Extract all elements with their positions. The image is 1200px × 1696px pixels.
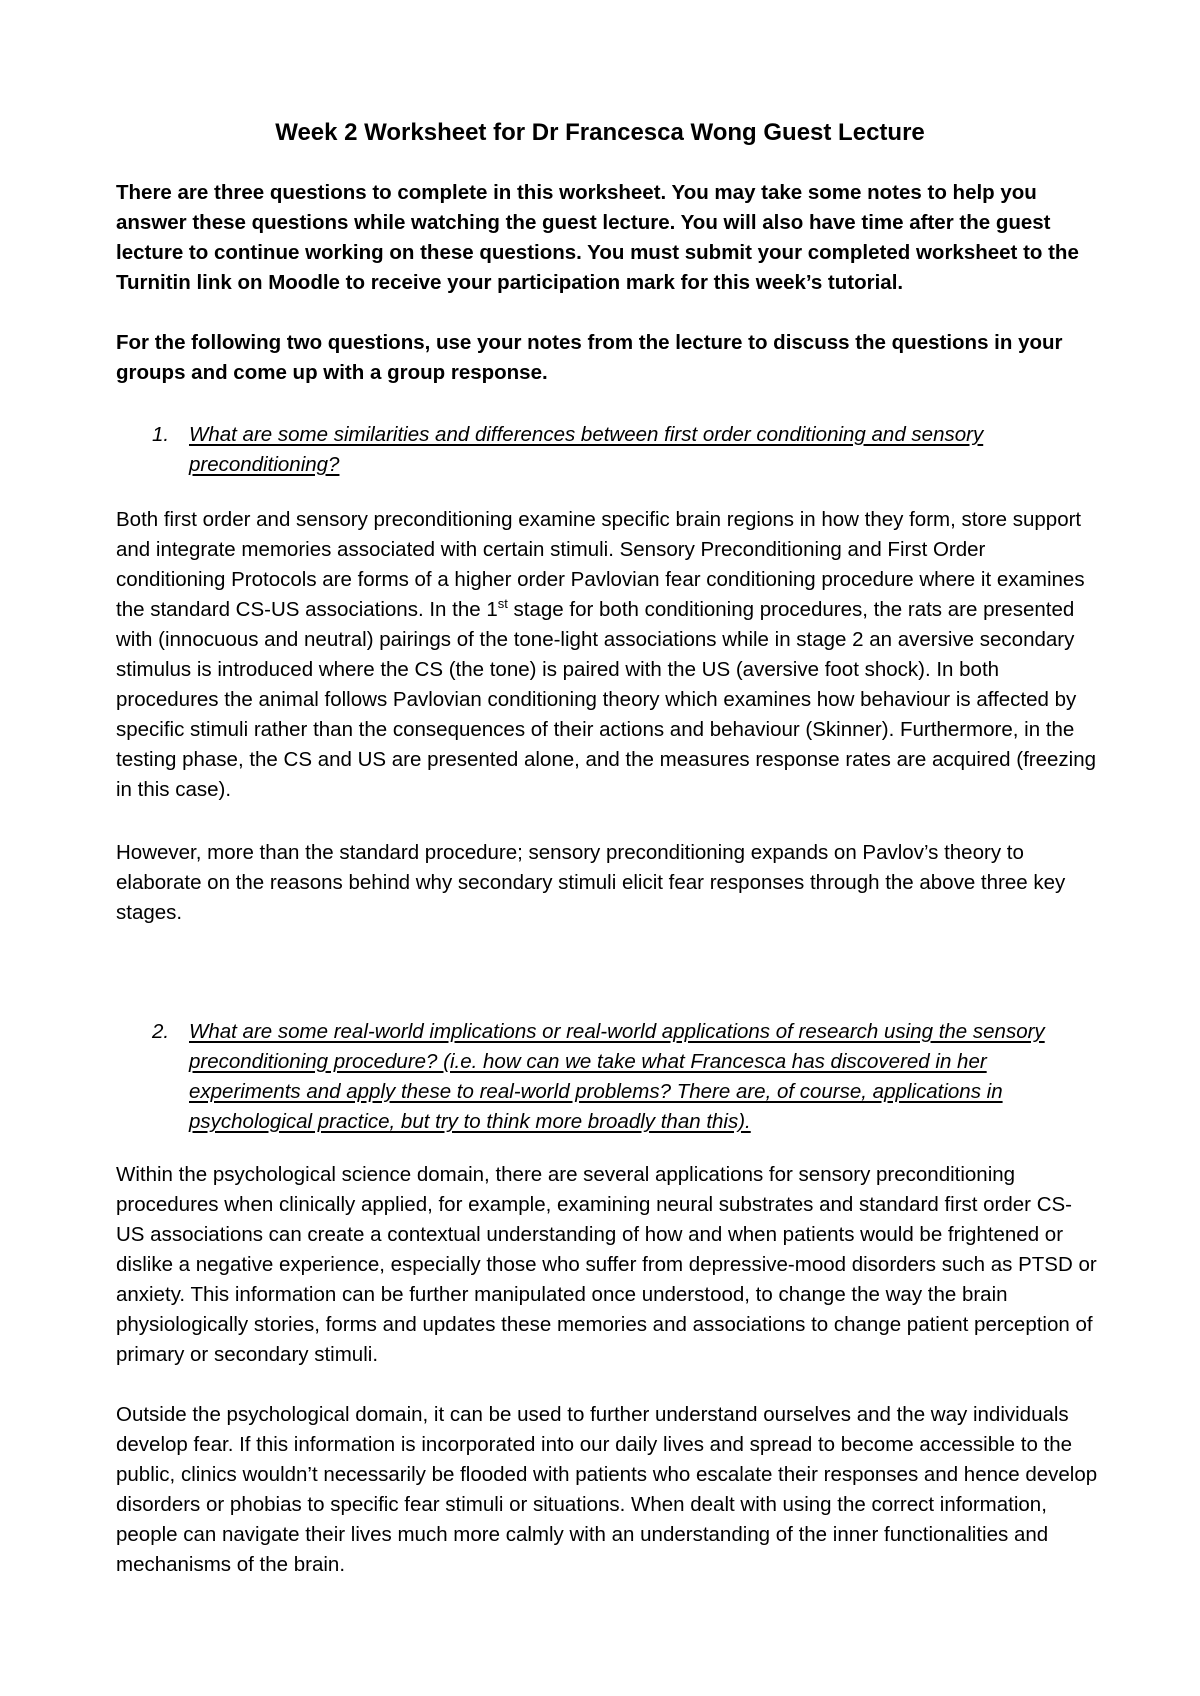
question-number: 1. bbox=[152, 423, 170, 446]
question-2 bbox=[116, 1017, 1100, 1137]
answer-2-paragraph-1: Within the psychological science domain, there are several applications for sensory preconditioning procedures when clinically applied, for example, examining neural substrates and standard first order CS-US associations can create a contextual understanding of how and when patients would be frightened or dislike a negative experience, especially those who suffer from depressive-mood disorders such as PTSD or anxiety. This information can be further manipulated once understood, to change the way the brain physiologically stories, forms and updates these memories and associations to change patient perception of primary or secondary stimuli. bbox=[116, 1163, 1097, 1366]
answer-text: Both first order and sensory preconditioning examine specific brain regions in how they form, store support and integrate memories associated with certain stimuli. Sensory Preconditioning and First Order conditioning Protocols are forms of a higher order Pavlovian fear conditioning procedure where it examines the standard CS-US associations. In the 1 bbox=[116, 508, 1085, 621]
question-text: What are some similarities and differences between first order conditioning and sensory preconditioning? bbox=[189, 423, 984, 476]
answer-1-paragraph-1 bbox=[116, 505, 1100, 805]
question-number: 2. bbox=[152, 1020, 170, 1043]
question-1 bbox=[116, 420, 1100, 480]
intro-paragraph: There are three questions to complete in this worksheet. You may take some notes to help you answer these questions while watching the guest lecture. You will also have time after the guest lecture to continue working on these questions. You must submit your completed worksheet to the Turnitin link on Moodle to receive your participation mark for this week’s tutorial. bbox=[116, 181, 1079, 294]
answer-1-paragraph-2: However, more than the standard procedure; sensory preconditioning expands on Pavlov’s theory to elaborate on the reasons behind why secondary stimuli elicit fear responses through the above three key stages. bbox=[116, 841, 1066, 924]
ordinal-suffix: st bbox=[497, 596, 508, 612]
page-title: Week 2 Worksheet for Dr Francesca Wong Guest Lecture bbox=[275, 119, 925, 146]
answer-2-paragraph-2: Outside the psychological domain, it can be used to further understand ourselves and the way individuals develop fear. If this information is incorporated into our daily lives and spread to become accessible to the public, clinics wouldn’t necessarily be flooded with patients who escalate their responses and hence develop disorders or phobias to specific fear stimuli or situations. When dealt with using the correct information, people can navigate their lives much more calmly with an understanding of the inner functionalities and mechanisms of the brain. bbox=[116, 1403, 1098, 1576]
instructions-paragraph: For the following two questions, use your notes from the lecture to discuss the questions in your groups and come up with a group response. bbox=[116, 331, 1063, 384]
question-text: What are some real-world implications or real-world applications of research using the sensory preconditioning procedure? (i.e. how can we take what Francesca has discovered in her experiments and apply these to real-world problems? There are, of course, applications in psychological practice, but try to think more broadly than this). bbox=[189, 1020, 1045, 1133]
answer-text: stage for both conditioning procedures, the rats are presented with (innocuous and neutral) pairings of the tone-light associations while in stage 2 an aversive secondary stimulus is introduced where the CS (the tone) is paired with the US (aversive foot shock). In both procedures the animal follows Pavlovian conditioning theory which examines how behaviour is affected by specific stimuli rather than the consequences of their actions and behaviour (Skinner). Furthermore, in the testing phase, the CS and US are presented alone, and the measures response rates are acquired (freezing in this case). bbox=[116, 598, 1097, 801]
